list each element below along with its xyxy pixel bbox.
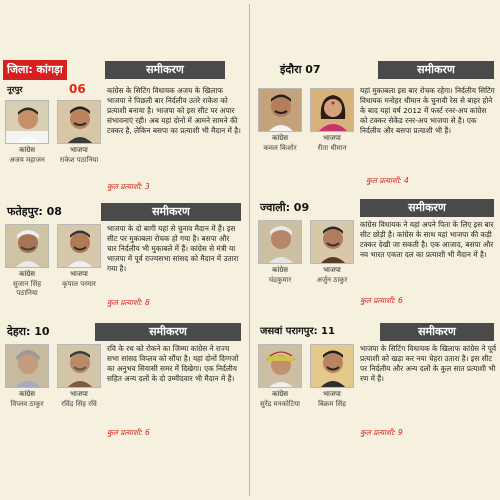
district-title: जिला: कांगड़ा	[3, 60, 67, 80]
samikaran-heading: समीकरण	[95, 323, 241, 341]
analysis-text: भाजपा के दो बागी यहां से चुनाव मैदान में हैं। इस सीट पर मुकाबला रोचक हो गया है। बसपा और चार निर्दलीय भी मुकाबले में हैं। कांग्रेस से मंत्री या भाजपा में पूर्व राज्यसभा सांसद को मैदान में उतारा गया है।	[107, 224, 239, 273]
total-label: कुल प्रत्याशी:	[360, 296, 396, 305]
party-label: भाजपा	[70, 390, 88, 398]
candidate-name: रीता धीमान	[317, 144, 347, 152]
total-label: कुल प्रत्याशी:	[107, 428, 143, 437]
party-label: कांग्रेस	[19, 146, 35, 154]
column-divider	[249, 4, 250, 496]
constituency-title: ज्वाली: 09	[260, 201, 310, 214]
constituency-title: इंदौरा 07	[280, 63, 321, 76]
samikaran-heading: समीकरण	[380, 323, 494, 341]
total-value: 4	[403, 176, 409, 185]
panel-jawali	[256, 198, 497, 308]
candidate-name: सुरेंद्र मनकोटिया	[259, 400, 300, 408]
candidate-name: अजय महाजन	[9, 156, 45, 164]
candidate-photos	[256, 220, 358, 310]
samikaran-heading: समीकरण	[360, 199, 494, 217]
total-value: 8	[144, 298, 150, 307]
panel-fatehpur	[3, 202, 243, 307]
total-candidates	[107, 182, 150, 192]
samikaran-heading: समीकरण	[101, 203, 241, 221]
candidate-photo	[57, 100, 101, 144]
panel-dehra	[3, 322, 243, 492]
candidate-photo	[5, 100, 49, 144]
party-label: कांग्रेस	[272, 134, 288, 142]
total-candidates	[107, 428, 150, 438]
party-label: कांग्रेस	[19, 390, 35, 398]
analysis-text: कांग्रेस विधायक ने यहां अपने पिता के लिए इस बार सीट छोड़ी है। कांग्रेस के साथ यहां भाजपा की कड़ी टक्कर देखी जा सकती है। एक आजाद, बसपा और नव भारत एकता दल का प्रत्याशी भी मैदान में है।	[360, 220, 494, 259]
candidate-photos	[3, 100, 105, 190]
candidate-name: राकेश पठानिया	[59, 156, 99, 164]
party-label: कांग्रेस	[19, 270, 35, 278]
total-candidates	[366, 176, 409, 186]
candidate-photos	[256, 344, 358, 434]
analysis-text: भाजपा के सिटिंग विधायक के खिलाफ कांग्रेस ने पूर्व प्रत्याशी को खड़ा कर नया चेहरा उतारा है। इस सीट पर निर्दलीय और अन्य दलों के कुल सात प्रत्याशी भी रण में हैं।	[360, 344, 496, 383]
party-label: भाजपा	[70, 270, 88, 278]
candidate-photo	[310, 88, 354, 132]
party-label: कांग्रेस	[272, 390, 288, 398]
candidate-photos	[3, 344, 105, 434]
total-label: कुल प्रत्याशी:	[366, 176, 402, 185]
constituency-title: देहरा: 10	[7, 325, 50, 338]
candidate-name: कृपाल परमार	[62, 280, 96, 288]
total-label: कुल प्रत्याशी:	[360, 428, 396, 437]
samikaran-heading: समीकरण	[378, 61, 494, 79]
party-label: भाजपा	[70, 146, 88, 154]
total-value: 3	[144, 182, 150, 191]
party-label: भाजपा	[323, 266, 341, 274]
constituency-title: जसवां परागपुर: 11	[260, 326, 335, 337]
total-label: कुल प्रत्याशी:	[107, 182, 143, 191]
analysis-text: कांग्रेस के सिटिंग विधायक अजय के खिलाफ भाजपा ने पिछली बार निर्दलीय उतरे राकेश को प्रत्याशी बनाया है। भाजपा को इस सीट पर अपार संभावनाएं रही। अब यहां दोनों में आमने सामने की टक्कर है, लेकिन बसपा का प्रत्याशी भी मैदान में है।	[107, 86, 241, 135]
candidate-photo	[310, 344, 354, 388]
samikaran-heading: समीकरण	[105, 61, 225, 79]
sub-constituency: नूरपुर	[7, 85, 23, 94]
total-value: 9	[397, 428, 403, 437]
candidate-name: चंद्रकुमार	[268, 276, 292, 284]
total-candidates	[360, 296, 403, 306]
total-candidates	[360, 428, 403, 438]
candidate-photo	[310, 220, 354, 264]
party-label: भाजपा	[323, 390, 341, 398]
panel-nurpur	[3, 64, 243, 192]
candidate-photo	[57, 224, 101, 268]
constituency-title: फतेहपुर: 08	[7, 205, 62, 218]
candidate-photo	[258, 88, 302, 132]
candidate-name: कमल किशोर	[263, 144, 297, 152]
party-label: भाजपा	[323, 134, 341, 142]
candidate-name: अर्जुन ठाकुर	[316, 276, 348, 284]
party-label: कांग्रेस	[272, 266, 288, 274]
analysis-text: रवि के रथ को रोकने का जिम्मा कांग्रेस ने राज्य सभा सांसद विप्लव को सौंपा है। यहां दोनों दिग्गजों का अनुभव सियासी समर में दिखेगा। एक निर्दलीय सहित अन्य दलों के दो उम्मीदवार भी मैदान में हैं।	[107, 344, 239, 383]
total-value: 6	[144, 428, 150, 437]
total-label: कुल प्रत्याशी:	[107, 298, 143, 307]
candidate-photo	[5, 224, 49, 268]
panel-jaswan-paragpur	[256, 322, 497, 492]
analysis-text: यहां मुकाबला इस बार रोचक रहेगा। निर्दलीय सिटिंग विधायक मनोहर धीमान के चुनावी रेस से बाहर होने के बाद यहां वर्ष 2012 में फर्स्ट रनर-अप कांग्रेस को टक्कर सेकेंड रनर-अप भाजपा से है। एक निर्दलीय और बसपा प्रत्याशी भी हैं।	[360, 86, 495, 135]
panel-indora	[256, 64, 497, 192]
candidate-name: बिक्रम सिंह	[318, 400, 346, 408]
candidate-photo	[5, 344, 49, 388]
candidate-name: विप्लव ठाकुर	[10, 400, 44, 408]
candidate-photos	[3, 224, 105, 314]
total-candidates	[107, 298, 150, 308]
candidate-photo	[258, 344, 302, 388]
candidate-photos	[256, 88, 358, 178]
total-value: 6	[397, 296, 403, 305]
candidate-photo	[258, 220, 302, 264]
candidate-name: रविंद्र सिंह रवि	[61, 400, 97, 408]
constituency-number: 06	[69, 82, 86, 96]
candidate-photo	[57, 344, 101, 388]
candidate-name: सुजान सिंह पठानिया	[12, 280, 42, 297]
